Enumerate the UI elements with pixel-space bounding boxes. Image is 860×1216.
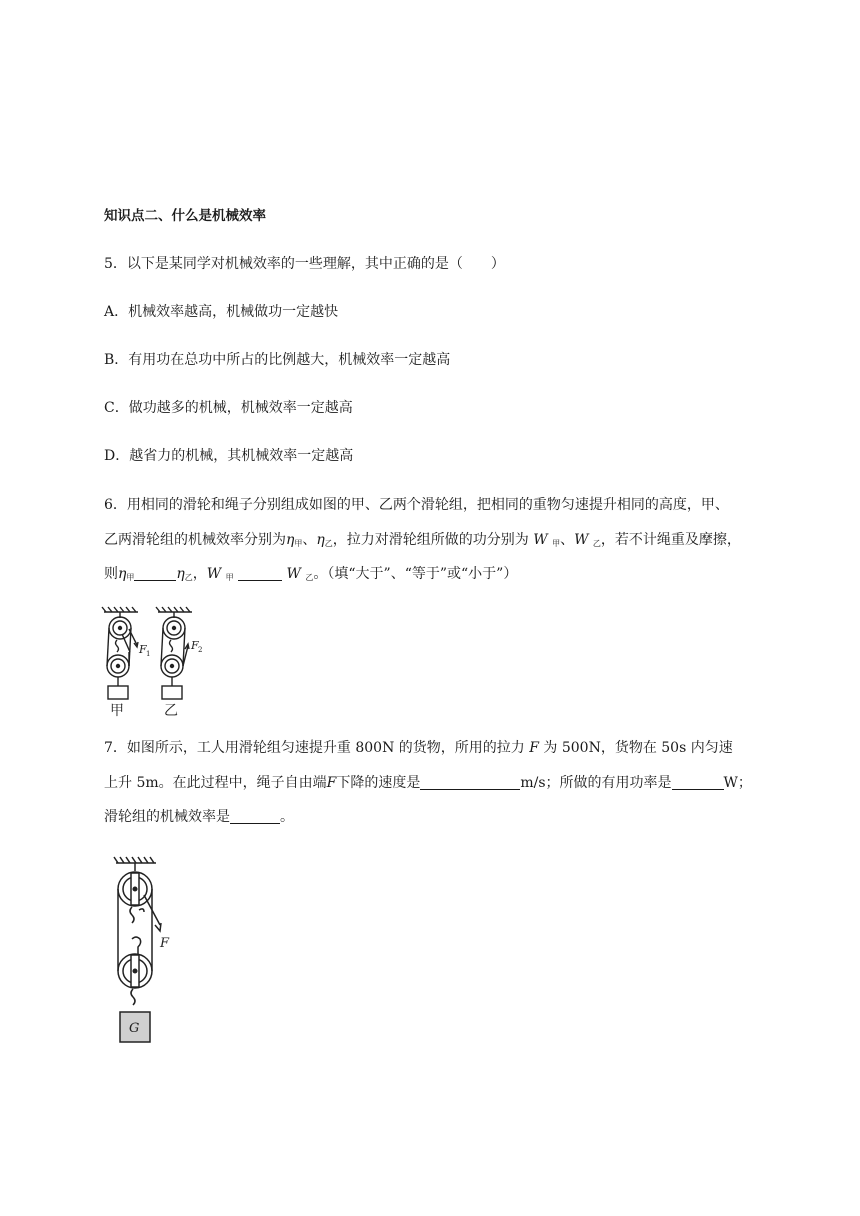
- q6-line-3: [104, 564, 517, 588]
- subscript-jia: 甲: [225, 573, 234, 582]
- q6-text: ，拉力对滑轮组所做的功分别为: [332, 532, 529, 548]
- q6-pulley-figure: [96, 606, 216, 718]
- q5-option-a: A．机械效率越高，机械做功一定越快: [104, 304, 339, 320]
- q7-text: 7．如图所示，工人用滑轮组匀速提升重 800N 的货物，所用的拉力: [104, 740, 525, 756]
- subscript-jia: 甲: [294, 539, 303, 548]
- q7-line-1: [104, 738, 733, 758]
- answer-blank[interactable]: [672, 775, 724, 790]
- q7-pulley-figure: [108, 855, 198, 1050]
- answer-blank[interactable]: [134, 566, 176, 581]
- force-symbol: F: [529, 740, 539, 756]
- weight-label: G: [129, 1021, 140, 1036]
- label-yi: 乙: [164, 703, 178, 718]
- work-symbol: W: [533, 532, 548, 548]
- force-label-2-sub: 2: [198, 646, 203, 654]
- q7-text: 为 500N，货物在 50s 内匀速: [543, 740, 733, 756]
- q6-line-2: [104, 530, 741, 554]
- subscript-yi: 乙: [184, 573, 193, 582]
- q6-text: 则: [104, 566, 118, 582]
- q7-text: 下降的速度是: [336, 775, 421, 791]
- work-symbol: W: [286, 566, 301, 582]
- q7-text: 上升 5m。在此过程中，绳子自由端: [104, 775, 327, 791]
- q6-text: 、: [560, 532, 575, 548]
- subscript-jia: 甲: [552, 539, 561, 548]
- answer-blank[interactable]: [420, 775, 520, 790]
- subscript-yi: 乙: [305, 573, 314, 582]
- eta-symbol: η: [176, 566, 185, 582]
- subscript-yi: 乙: [324, 539, 333, 548]
- q6-line-1: 6．用相同的滑轮和绳子分别组成如图的甲、乙两个滑轮组，把相同的重物匀速提升相同的高度，甲、: [104, 497, 729, 513]
- q6-text: 乙两滑轮组的机械效率分别为: [104, 532, 286, 548]
- q7-text: m/s；所做的有用功率是: [520, 775, 672, 791]
- work-symbol: W: [206, 566, 222, 582]
- q5-option-b: B．有用功在总功中所占的比例越大，机械效率一定越高: [104, 352, 451, 368]
- q7-text: 滑轮组的机械效率是: [104, 809, 230, 825]
- work-symbol: W: [574, 532, 589, 548]
- q5-stem: 5．以下是某同学对机械效率的一些理解，其中正确的是（ ）: [104, 256, 505, 272]
- q7-line-3: [104, 807, 294, 827]
- q6-text: ，若不计绳重及摩擦，: [600, 532, 741, 548]
- section-title: 知识点二、什么是机械效率: [104, 208, 266, 224]
- force-label-1-sub: 1: [146, 650, 151, 658]
- q6-text: ，: [192, 566, 207, 582]
- q6-text: 。（填“大于”、“等于”或“小于”）: [313, 566, 518, 582]
- force-label-2: F: [191, 639, 199, 652]
- subscript-jia: 甲: [126, 573, 135, 582]
- q7-text: 。: [280, 809, 294, 825]
- force-label: F: [160, 936, 170, 951]
- subscript-yi: 乙: [592, 539, 601, 548]
- q6-text: 、: [302, 532, 317, 548]
- q7-text: W；: [723, 775, 752, 791]
- q5-option-d: D．越省力的机械，其机械效率一定越高: [104, 448, 354, 464]
- label-jia: 甲: [110, 703, 124, 718]
- q7-line-2: [104, 773, 752, 793]
- force-symbol: F: [326, 775, 337, 791]
- eta-symbol: η: [286, 532, 295, 548]
- eta-symbol: η: [118, 566, 127, 582]
- answer-blank[interactable]: [238, 566, 282, 581]
- force-label-1: F: [139, 643, 147, 656]
- q5-option-c: C．做功越多的机械，机械效率一定越高: [104, 400, 353, 416]
- eta-symbol: η: [316, 532, 325, 548]
- answer-blank[interactable]: [230, 809, 280, 824]
